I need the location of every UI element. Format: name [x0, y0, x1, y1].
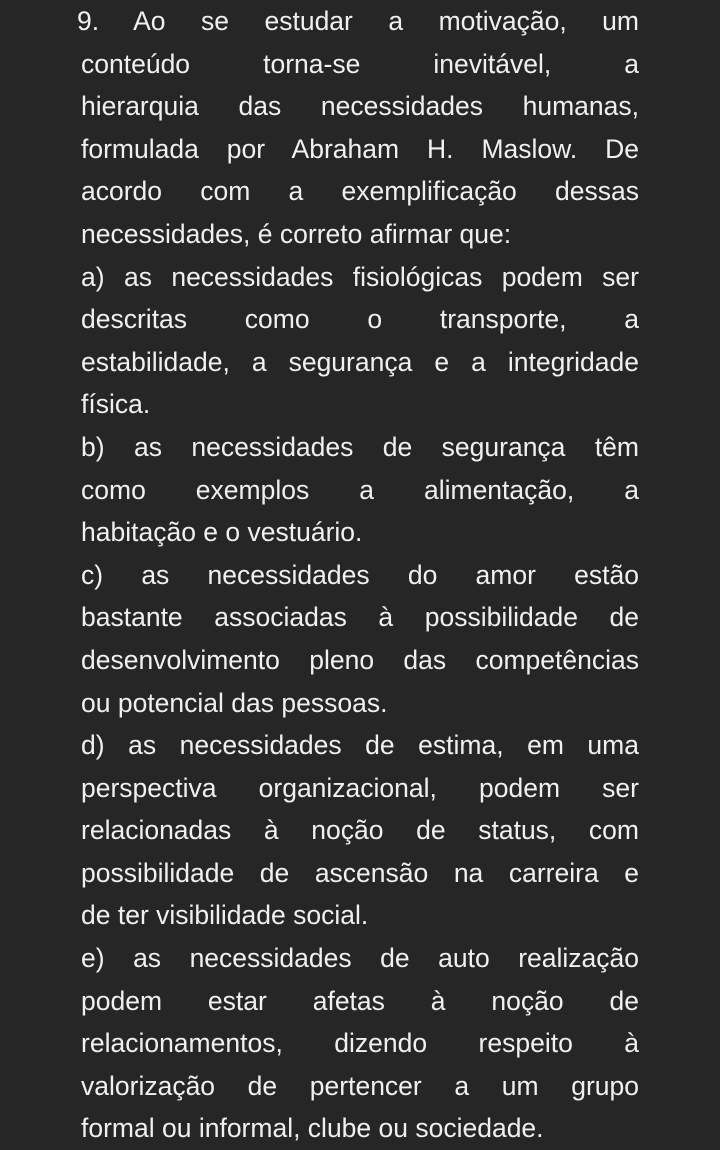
option-a-line: descritas como o transporte, a [81, 304, 639, 335]
option-c-line: desenvolvimento pleno das competências [81, 644, 639, 675]
option-a-line: física. [81, 389, 151, 420]
option-b-line: habitação e o vestuário. [81, 517, 363, 548]
option-e-line: relacionamentos, dizendo respeito à [81, 1028, 639, 1059]
question-document [77, 0, 639, 1149]
option-c[interactable] [81, 554, 639, 724]
option-c-line: c) as necessidades do amor estão [81, 559, 639, 590]
option-e[interactable] [81, 937, 639, 1150]
option-e-line: e) as necessidades de auto realização [81, 943, 639, 974]
option-d-line: possibilidade de ascensão na carreira e [81, 857, 639, 888]
option-d-line: relacionadas à noção de status, com [81, 815, 639, 846]
question-line: conteúdo torna-se inevitável, a [81, 48, 639, 79]
option-b[interactable] [81, 426, 639, 554]
question-line: hierarquia das necessidades humanas, [81, 91, 639, 122]
option-a-line: estabilidade, a segurança e a integridade [81, 346, 639, 377]
option-c-line: ou potencial das pessoas. [81, 687, 388, 718]
option-a[interactable] [81, 256, 639, 426]
option-a-line: a) as necessidades fisiológicas podem ser [81, 261, 639, 292]
option-d-line: de ter visibilidade social. [81, 900, 369, 931]
option-c-line: bastante associadas à possibilidade de [81, 602, 639, 633]
option-b-line: como exemplos a alimentação, a [81, 474, 639, 505]
option-d-line: perspectiva organizacional, podem ser [81, 772, 639, 803]
question-line: formulada por Abraham H. Maslow. De [81, 133, 639, 164]
option-e-line: formal ou informal, clube ou sociedade. [81, 1113, 544, 1144]
question-stem [77, 0, 639, 256]
option-e-line: podem estar afetas à noção de [81, 985, 639, 1016]
question-line: necessidades, é correto afirmar que: [81, 218, 512, 249]
question-line: acordo com a exemplificação dessas [81, 176, 639, 207]
option-d-line: d) as necessidades de estima, em uma [81, 730, 639, 761]
option-e-line: valorização de pertencer a um grupo [81, 1070, 639, 1101]
option-b-line: b) as necessidades de segurança têm [81, 431, 639, 462]
question-line: 9. Ao se estudar a motivação, um [77, 6, 639, 36]
option-d[interactable] [81, 724, 639, 937]
